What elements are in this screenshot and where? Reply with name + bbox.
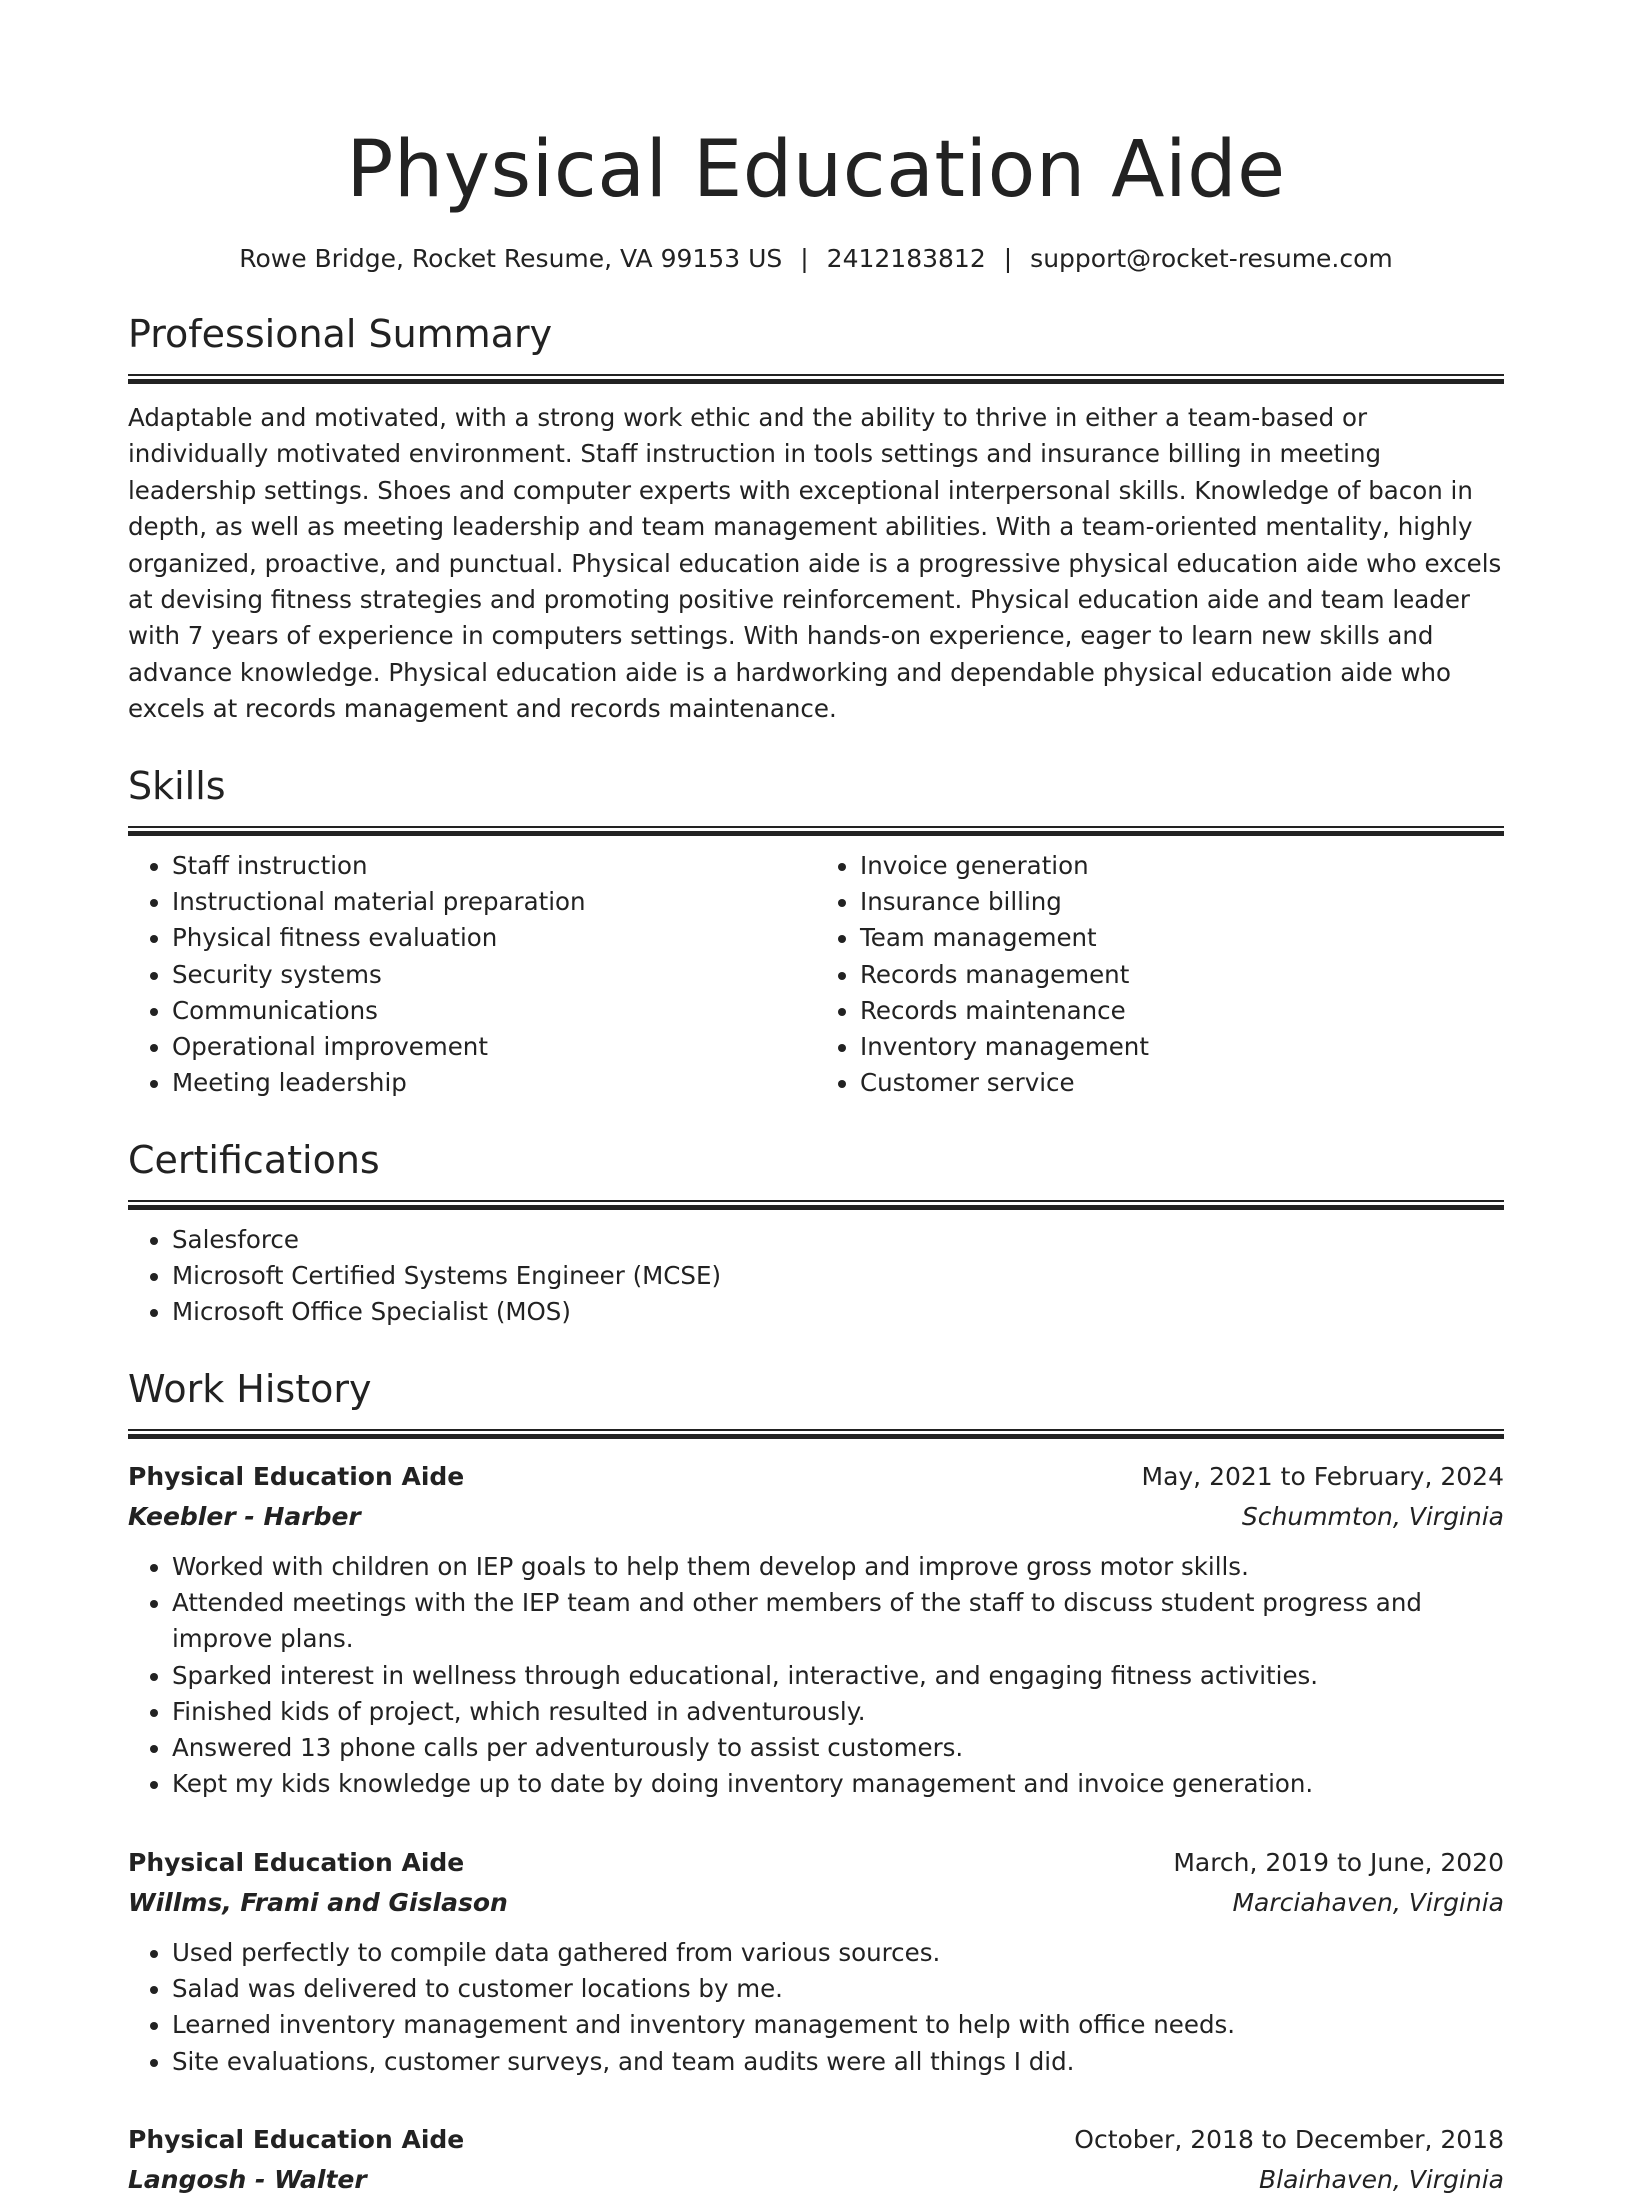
skills-section [128,762,1504,1102]
skill-item: • Staff instruction [172,848,816,884]
section-divider [128,1200,1504,1210]
skills-grid [128,848,1504,1102]
job-bullet: • Learned inventory management and inventory management to help with office needs. [172,2007,1504,2043]
job-subheader [128,1497,1504,1537]
certifications-section [128,1136,1504,1331]
section-divider [128,826,1504,836]
contact-separator: | [800,244,809,273]
section-title-summary: Professional Summary [128,312,553,356]
job-company: Keebler - Harber [128,1501,361,1531]
job-subheader [128,1883,1504,1923]
job-entry [128,1457,1504,1803]
section-title-work-history: Work History [128,1366,372,1411]
job-header [128,1457,1504,1497]
job-bullet: • Site evaluations, customer surveys, and team audits were all things I did. [172,2044,1504,2080]
section-divider [128,374,1504,384]
skill-item: • Records management [860,957,1504,993]
section-divider [128,1429,1504,1439]
skill-item: • Security systems [172,957,816,993]
skill-item: • Communications [172,993,816,1029]
job-bullet: • Worked with children on IEP goals to help them develop and improve gross motor skills. [172,1549,1504,1585]
email: support@rocket-resume.com [1030,244,1393,273]
skill-item: • Operational improvement [172,1029,816,1065]
job-location: Marciahaven, Virginia [1232,1887,1504,1917]
skill-item: • Insurance billing [860,884,1504,920]
job-entry [128,1843,1504,2080]
phone: 2412183812 [826,244,986,273]
job-location: Blairhaven, Virginia [1259,2164,1504,2194]
certification-item: • Microsoft Office Specialist (MOS) [172,1294,1504,1330]
skill-item: • Inventory management [860,1029,1504,1065]
skill-item: • Instructional material preparation [172,884,816,920]
summary-section [128,310,1504,728]
skill-item: • Team management [860,920,1504,956]
job-location: Schummton, Virginia [1241,1501,1504,1531]
job-bullet: • Kept my kids knowledge up to date by doing inventory management and invoice generation. [172,1766,1504,1802]
job-company: Langosh - Walter [128,2164,367,2194]
skill-item: • Physical fitness evaluation [172,920,816,956]
section-title-skills: Skills [128,763,226,808]
certification-item: • Salesforce [172,1222,1504,1258]
skill-item: • Invoice generation [860,848,1504,884]
resume-name: Physical Education Aide [346,125,1286,215]
certification-item: • Microsoft Certified Systems Engineer (MCSE) [172,1258,1504,1294]
skills-list-left [128,848,816,1102]
job-bullet: • Attended meetings with the IEP team and other members of the staff to discuss student progress and improve plans. [172,1585,1504,1658]
job-title: Physical Education Aide [128,1461,465,1491]
job-bullets [128,1935,1504,2080]
job-dates: March, 2019 to June, 2020 [1173,1847,1504,1877]
job-bullet: • Used perfectly to compile data gathered from various sources. [172,1935,1504,1971]
job-bullet: • Finished kids of project, which resulted in adventurously. [172,1694,1504,1730]
job-header [128,2120,1504,2160]
summary-text: Adaptable and motivated, with a strong work ethic and the ability to thrive in either a team-based or individually motivated environment. Staff instruction in tools settings and insurance billing in meeting leadership settings. Shoes and computer experts with exceptional interpersonal skills. Knowledge of bacon in depth, as well as meeting leadership and team management abilities. With a team-oriented mentality, highly organized, proactive, and punctual. Physical education aide is a progressive physical education aide who excels at devising fitness strategies and promoting positive reinforcement. Physical education aide and team leader with 7 years of experience in computers settings. With hands-on experience, eager to learn new skills and advance knowledge. Physical education aide is a hardworking and dependable physical education aide who excels at records management and records maintenance. [128,403,1502,724]
job-dates: May, 2021 to February, 2024 [1141,1461,1504,1491]
job-bullet: • Sparked interest in wellness through educational, interactive, and engaging fitness activities. [172,1658,1504,1694]
job-title: Physical Education Aide [128,2124,465,2154]
skill-item: • Meeting leadership [172,1065,816,1101]
work-history-section [128,1365,1504,2200]
job-company: Willms, Frami and Gislason [128,1887,508,1917]
section-title-certifications: Certifications [128,1137,380,1182]
job-subheader [128,2160,1504,2200]
job-header [128,1843,1504,1883]
address: Rowe Bridge, Rocket Resume, VA 99153 US [239,244,783,273]
skill-item: • Customer service [860,1065,1504,1101]
certifications-list [128,1222,1504,1331]
job-entry [128,2120,1504,2200]
job-bullets [128,1549,1504,1803]
skills-list-right [816,848,1504,1102]
job-title: Physical Education Aide [128,1847,465,1877]
skill-item: • Records maintenance [860,993,1504,1029]
job-bullet: • Salad was delivered to customer locations by me. [172,1971,1504,2007]
contact-separator: | [1003,244,1013,273]
contact-line [128,242,1504,276]
job-dates: October, 2018 to December, 2018 [1074,2124,1504,2154]
job-bullet: • Answered 13 phone calls per adventurously to assist customers. [172,1730,1504,1766]
